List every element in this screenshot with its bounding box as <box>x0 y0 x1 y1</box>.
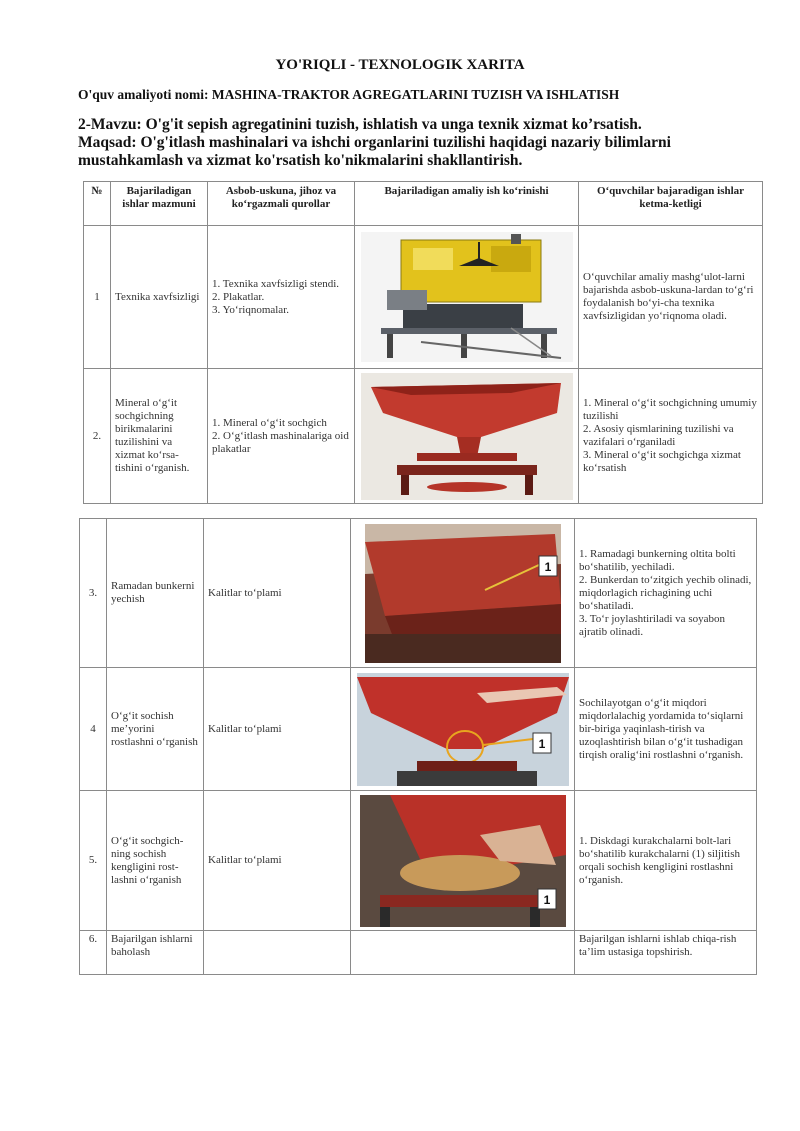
row-number: 3. <box>80 519 107 668</box>
row-tools: 1. Texnika xavfsizligi stendi. 2. Plakatlar. 3. Yo‘riqnomalar. <box>208 226 355 369</box>
subject-prefix: O'quv amaliyoti nomi: <box>78 87 209 102</box>
row-photo <box>351 519 575 668</box>
row-sequence: Bajarilgan ishlarni ishlab chiqa-rish ta’lim ustasiga topshirish. <box>575 931 757 975</box>
row-number: 5. <box>80 791 107 931</box>
row-sequence: 1. Mineral o‘g‘it sochgichning umumiy tuzilishi 2. Asosiy qismlarining tuzilishi va vazifalari o‘rganiladi 3. Mineral o‘g‘it sochgichga xizmat ko‘rsatish <box>579 369 763 504</box>
table-row <box>80 519 757 668</box>
bunker-removal-photo <box>365 524 561 663</box>
practice-subject <box>78 87 619 103</box>
tech-map-table-part-2 <box>79 518 757 975</box>
row-photo <box>355 369 579 504</box>
row-photo <box>355 226 579 369</box>
row-content: O‘g‘it sochgich-ning sochish kengligini rost-lashni o‘rganish <box>107 791 204 931</box>
table-header-row <box>84 182 763 226</box>
table-row <box>80 668 757 791</box>
callout-label: 1 <box>544 559 551 574</box>
header-view: Bajariladigan amaliy ish ko‘rinishi <box>355 182 579 226</box>
subject-value: MASHINA-TRAKTOR AGREGATLARINI TUZISH VA ISHLATISH <box>211 87 620 102</box>
fertilizer-spreader-photo <box>361 373 573 500</box>
header-num: № <box>84 182 111 226</box>
rate-adjustment-photo <box>357 673 569 786</box>
table-row <box>80 931 757 975</box>
table-row <box>84 226 763 369</box>
header-sequence: O‘quvchilar bajaradigan ishlar ketma-ketligi <box>579 182 763 226</box>
row-content: O‘g‘it sochish me’yorini rostlashni o‘rganish <box>107 668 204 791</box>
callout-label: 1 <box>538 736 545 751</box>
row-content: Mineral o‘g‘it sochgichning birikmalarini tuzilishini va xizmat ko‘rsa-tishini o‘rganish. <box>111 369 208 504</box>
row-content: Bajarilgan ishlarni baholash <box>107 931 204 975</box>
row-sequence: 1. Diskdagi kurakchalarni bolt-lari bo‘shatilib kurakchalarni (1) siljitish orqali sochish kengligini rostlashni o‘rganish. <box>575 791 757 931</box>
row-sequence: O‘quvchilar amaliy mashg‘ulot-larni bajarishda asbob-uskuna-lardan to‘g‘ri foydalanish bo‘yi-cha texnika xavfsizligidan yo‘riqnoma oladi. <box>579 226 763 369</box>
row-sequence: 1. Ramadagi bunkerning oltita bolti bo‘shatilib, yechiladi. 2. Bunkerdan to‘zitgich yechib olinadi, miqdorlagich richagining uchi bo‘shatiladi. 3. To‘r joylashtiriladi va soyabon ajratib olinadi. <box>575 519 757 668</box>
row-content: Texnika xavfsizligi <box>111 226 208 369</box>
topic-block <box>78 116 738 170</box>
row-tools: Kalitlar to‘plami <box>204 668 351 791</box>
row-number: 1 <box>84 226 111 369</box>
row-tools <box>204 931 351 975</box>
table-row <box>84 369 763 504</box>
row-content: Ramadan bunkerni yechish <box>107 519 204 668</box>
header-tools: Asbob-uskuna, jihoz va ko‘rgazmali qurollar <box>208 182 355 226</box>
row-number: 2. <box>84 369 111 504</box>
spread-width-photo <box>360 795 566 927</box>
row-photo <box>351 791 575 931</box>
header-content: Bajariladigan ishlar mazmuni <box>111 182 208 226</box>
tech-map-table-part-1 <box>83 181 763 504</box>
row-photo <box>351 668 575 791</box>
document-title: YO'RIQLI - TEXNOLOGIK XARITA <box>275 57 525 73</box>
goal-line: Maqsad: O'g'itlash mashinalari va ishchi organlarini tuzilishi haqidagi nazariy bilimlarni mustahkamlash va xizmat ko'rsatish ko'nikmalarini shakllantirish. <box>78 134 671 169</box>
topic-line: 2-Mavzu: O'g'it sepish agregatinini tuzish, ishlatish va unga texnik xizmat ko’rsatish. <box>78 116 642 133</box>
safety-stand-photo <box>361 232 573 362</box>
row-number: 4 <box>80 668 107 791</box>
table-row <box>80 791 757 931</box>
row-tools: Kalitlar to‘plami <box>204 791 351 931</box>
row-number: 6. <box>80 931 107 975</box>
row-photo <box>351 931 575 975</box>
row-sequence: Sochilayotgan o‘g‘it miqdori miqdorlalachig yordamida to‘siqlarni bir-biriga yaqinlash-tirish va uzoqlashtirish bilan o‘g‘it tushadigan tirqish oralig‘ini rostlashni o‘rganish. <box>575 668 757 791</box>
row-tools: 1. Mineral o‘g‘it sochgich 2. O‘g‘itlash mashinalariga oid plakatlar <box>208 369 355 504</box>
callout-label: 1 <box>543 892 550 907</box>
row-tools: Kalitlar to‘plami <box>204 519 351 668</box>
